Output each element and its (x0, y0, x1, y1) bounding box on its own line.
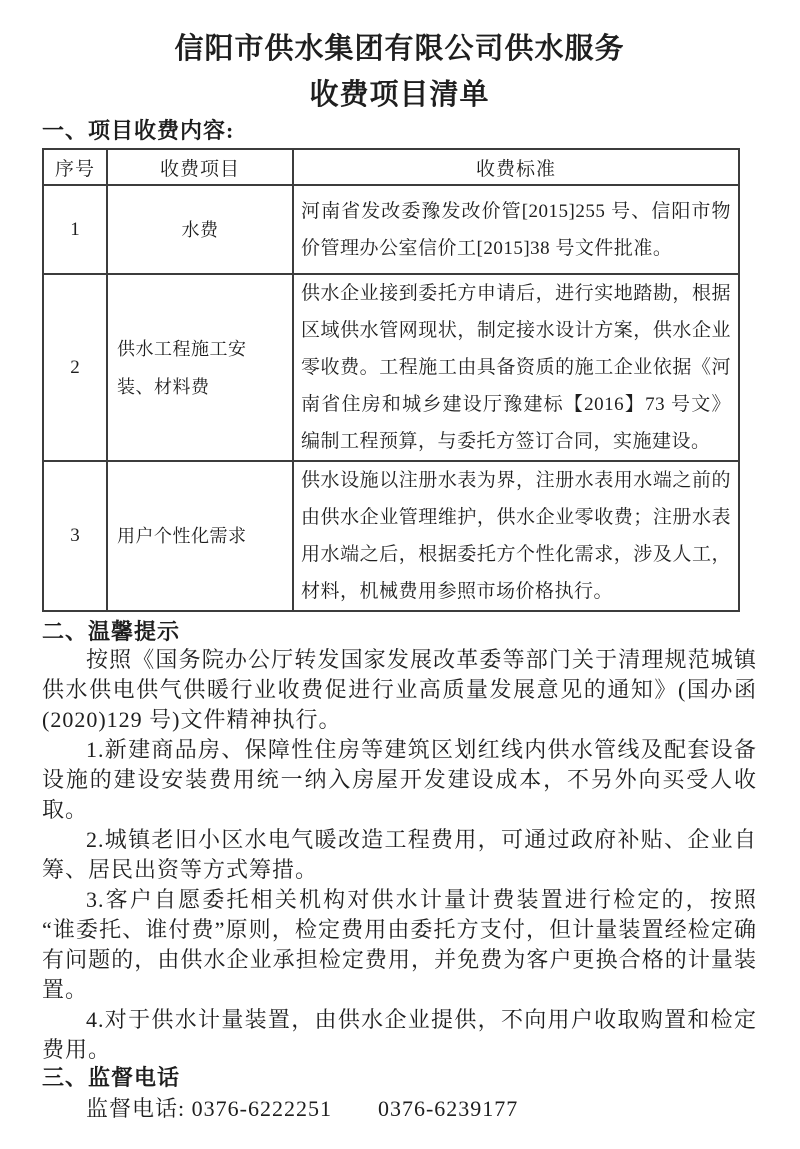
row1-item: 水费 (107, 185, 293, 274)
notice-item-1: 1.新建商品房、保障性住房等建筑区划红线内供水管线及配套设备设施的建设安装费用统一纳入房屋开发建设成本，不另外向买受人收取。 (42, 737, 757, 822)
row3-standard: 供水设施以注册水表为界，注册水表用水端之前的由供水企业管理维护，供水企业零收费；注册水表用水端之后，根据委托方个性化需求，涉及人工，材料，机械费用参照市场价格执行。 (293, 461, 739, 611)
section2-intro: 按照《国务院办公厅转发国家发展改革委等部门关于清理规范城镇供水供电供气供暖行业收费促进行业高质量发展意见的通知》(国办函(2020)129 号)文件精神执行。 (42, 647, 757, 732)
section1-heading: 一、项目收费内容: (42, 118, 235, 143)
section3-heading: 三、监督电话 (42, 1065, 181, 1090)
row2-standard: 供水企业接到委托方申请后，进行实地踏勘，根据区域供水管网现状，制定接水设计方案，供水企业零收费。工程施工由具备资质的施工企业依据《河南省住房和城乡建设厅豫建标【2016】73 号文》编制工程预算，与委托方签订合同，实施建设。 (293, 274, 739, 461)
table-row-water-fee (43, 185, 739, 274)
title-line-2: 收费项目清单 (309, 79, 490, 111)
row3-item: 用户个性化需求 (107, 461, 293, 611)
row1-standard: 河南省发改委豫发改价管[2015]255 号、信阳市物价管理办公室信价工[2015]38 号文件批准。 (293, 185, 739, 274)
column-header-standard: 收费标准 (293, 149, 739, 185)
table-header-row (43, 149, 739, 185)
table-row-construction-fee (43, 274, 739, 461)
title-line-1: 信阳市供水集团有限公司供水服务 (174, 33, 625, 65)
row3-no: 3 (43, 461, 107, 611)
row2-no: 2 (43, 274, 107, 461)
row2-item: 供水工程施工安装、材料费 (107, 274, 293, 461)
notice-item-4: 4.对于供水计量装置，由供水企业提供，不向用户收取购置和检定费用。 (42, 1007, 757, 1062)
supervision-phone-line: 监督电话: 0376-6222251 0376-6239177 (86, 1096, 519, 1121)
row1-no: 1 (43, 185, 107, 274)
fee-table (42, 148, 740, 612)
notice-item-2: 2.城镇老旧小区水电气暖改造工程费用，可通过政府补贴、企业自筹、居民出资等方式筹措。 (42, 827, 757, 882)
table-row-personalized-needs (43, 461, 739, 611)
document-title (42, 26, 757, 118)
column-header-no: 序号 (43, 149, 107, 185)
notice-item-3: 3.客户自愿委托相关机构对供水计量计费装置进行检定的，按照“谁委托、谁付费”原则，检定费用由委托方支付，但计量装置经检定确有问题的，由供水企业承担检定费用，并免费为客户更换合格的计量装置。 (42, 887, 757, 1002)
section2-heading: 二、温馨提示 (42, 619, 181, 644)
column-header-item: 收费项目 (107, 149, 293, 185)
